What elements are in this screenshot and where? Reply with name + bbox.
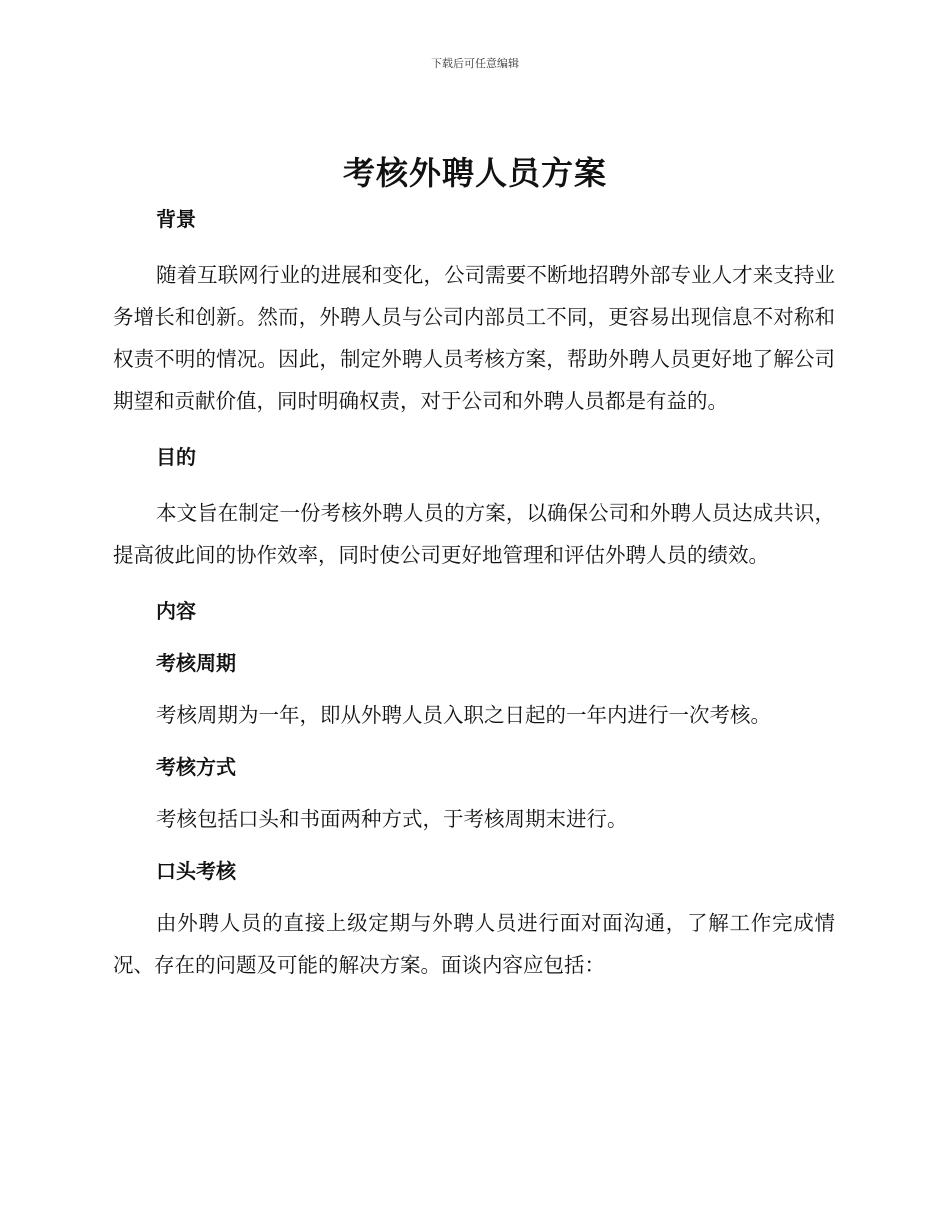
paragraph-oral: 由外聘人员的直接上级定期与外聘人员进行面对面沟通，了解工作完成情况、存在的问题及可能的解决方案。面谈内容应包括： <box>113 911 835 977</box>
paragraph-purpose: 本文旨在制定一份考核外聘人员的方案，以确保公司和外聘人员达成共识，提高彼此间的协作效率，同时使公司更好地管理和评估外聘人员的绩效。 <box>113 501 835 567</box>
section-heading-background: 背景 <box>156 207 196 231</box>
paragraph-background: 随着互联网行业的进展和变化，公司需要不断地招聘外部专业人才来支持业务增长和创新。然而，外聘人员与公司内部员工不同，更容易出现信息不对称和权责不明的情况。因此，制定外聘人员考核方案，帮助外聘人员更好地了解公司期望和贡献价值，同时明确权责，对于公司和外聘人员都是有益的。 <box>113 263 835 413</box>
page-header-note: 下载后可任意编辑 <box>431 57 519 70</box>
paragraph-cycle: 考核周期为一年，即从外聘人员入职之日起的一年内进行一次考核。 <box>156 703 771 727</box>
section-heading-cycle: 考核周期 <box>156 651 236 675</box>
document-body <box>113 198 835 986</box>
section-heading-content: 内容 <box>156 599 196 623</box>
section-heading-purpose: 目的 <box>156 445 196 469</box>
section-heading-oral: 口头考核 <box>156 859 236 883</box>
paragraph-method: 考核包括口头和书面两种方式，于考核周期末进行。 <box>156 807 628 831</box>
document-title: 考核外聘人员方案 <box>342 154 607 192</box>
section-heading-method: 考核方式 <box>156 755 236 779</box>
